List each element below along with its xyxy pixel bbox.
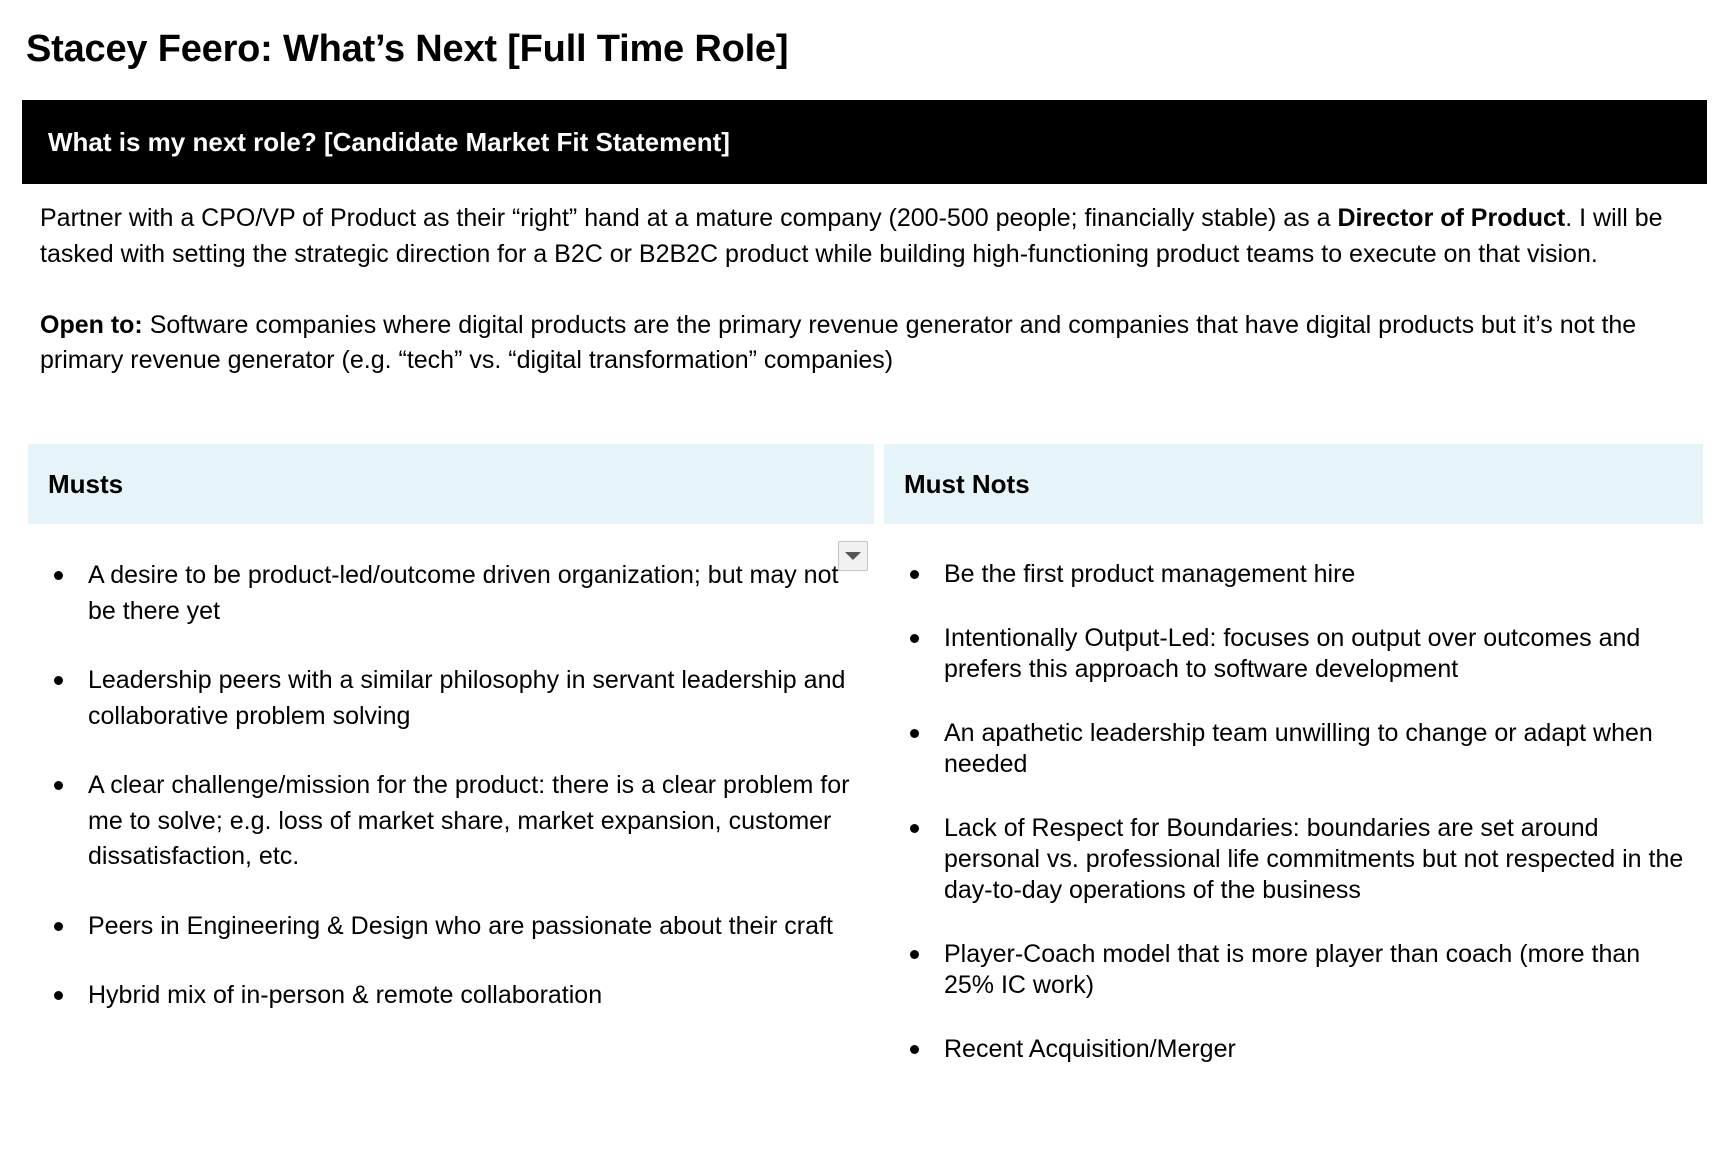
statement-intro-end: . [1565,204,1573,232]
must-nots-list-item: Lack of Respect for Boundaries: boundaries are set around personal vs. professional life commitments but not respected in the day-to-day operations of the business [905,813,1695,906]
must-nots-list-item: Intentionally Output-Led: focuses on output over outcomes and prefers this approach to software development [905,623,1695,685]
statement-intro: Partner with a CPO/VP of Product as their “right” hand at a mature company (200-500 people; financially stable) as a [40,204,1338,232]
musts-list-item: A clear challenge/mission for the product: there is a clear problem for me to solve; e.g. loss of market share, market expansion, customer dissatisfaction, etc. [49,768,859,875]
market-fit-statement [40,201,1700,379]
statement-detail: I will be tasked with setting the strategic direction for a B2C or B2B2C product while building high-functioning product teams to execute on that vision. [40,204,1663,268]
section-heading-bar [22,100,1707,184]
musts-header [28,444,874,524]
must-nots-list-item: Be the first product management hire [905,559,1695,590]
open-to-text: Software companies where digital products are the primary revenue generator and companies that have digital products but it’s not the primary revenue generator (e.g. “tech” vs. “digital transformation” companies) [40,310,1637,374]
must-nots-list-item: Recent Acquisition/Merger [905,1034,1695,1065]
section-heading: What is my next role? [Candidate Market Fit Statement] [48,126,730,157]
open-to-label: Open to: [40,310,143,339]
must-nots-header-label: Must Nots [904,468,1030,499]
must-nots-list [905,559,1695,1065]
must-nots-header [884,444,1703,524]
cell-dropdown-button[interactable] [838,541,868,571]
chevron-down-icon [844,551,862,561]
statement-role-emphasis: Director of Product [1337,204,1566,232]
musts-header-label: Musts [48,468,124,499]
must-nots-list-item: An apathetic leadership team unwilling to change or adapt when needed [905,718,1695,780]
statement-paragraph [40,201,1700,272]
open-to-paragraph [40,308,1700,379]
musts-list-item: Hybrid mix of in-person & remote collaboration [49,978,859,1014]
musts-list [49,558,859,1014]
musts-list-item: A desire to be product-led/outcome driven organization; but may not be there yet [49,558,859,629]
page-title: Stacey Feero: What’s Next [Full Time Role] [26,28,789,70]
must-nots-list-item: Player-Coach model that is more player than coach (more than 25% IC work) [905,939,1695,1001]
musts-list-item: Leadership peers with a similar philosophy in servant leadership and collaborative problem solving [49,663,859,734]
musts-list-item: Peers in Engineering & Design who are passionate about their craft [49,909,859,945]
